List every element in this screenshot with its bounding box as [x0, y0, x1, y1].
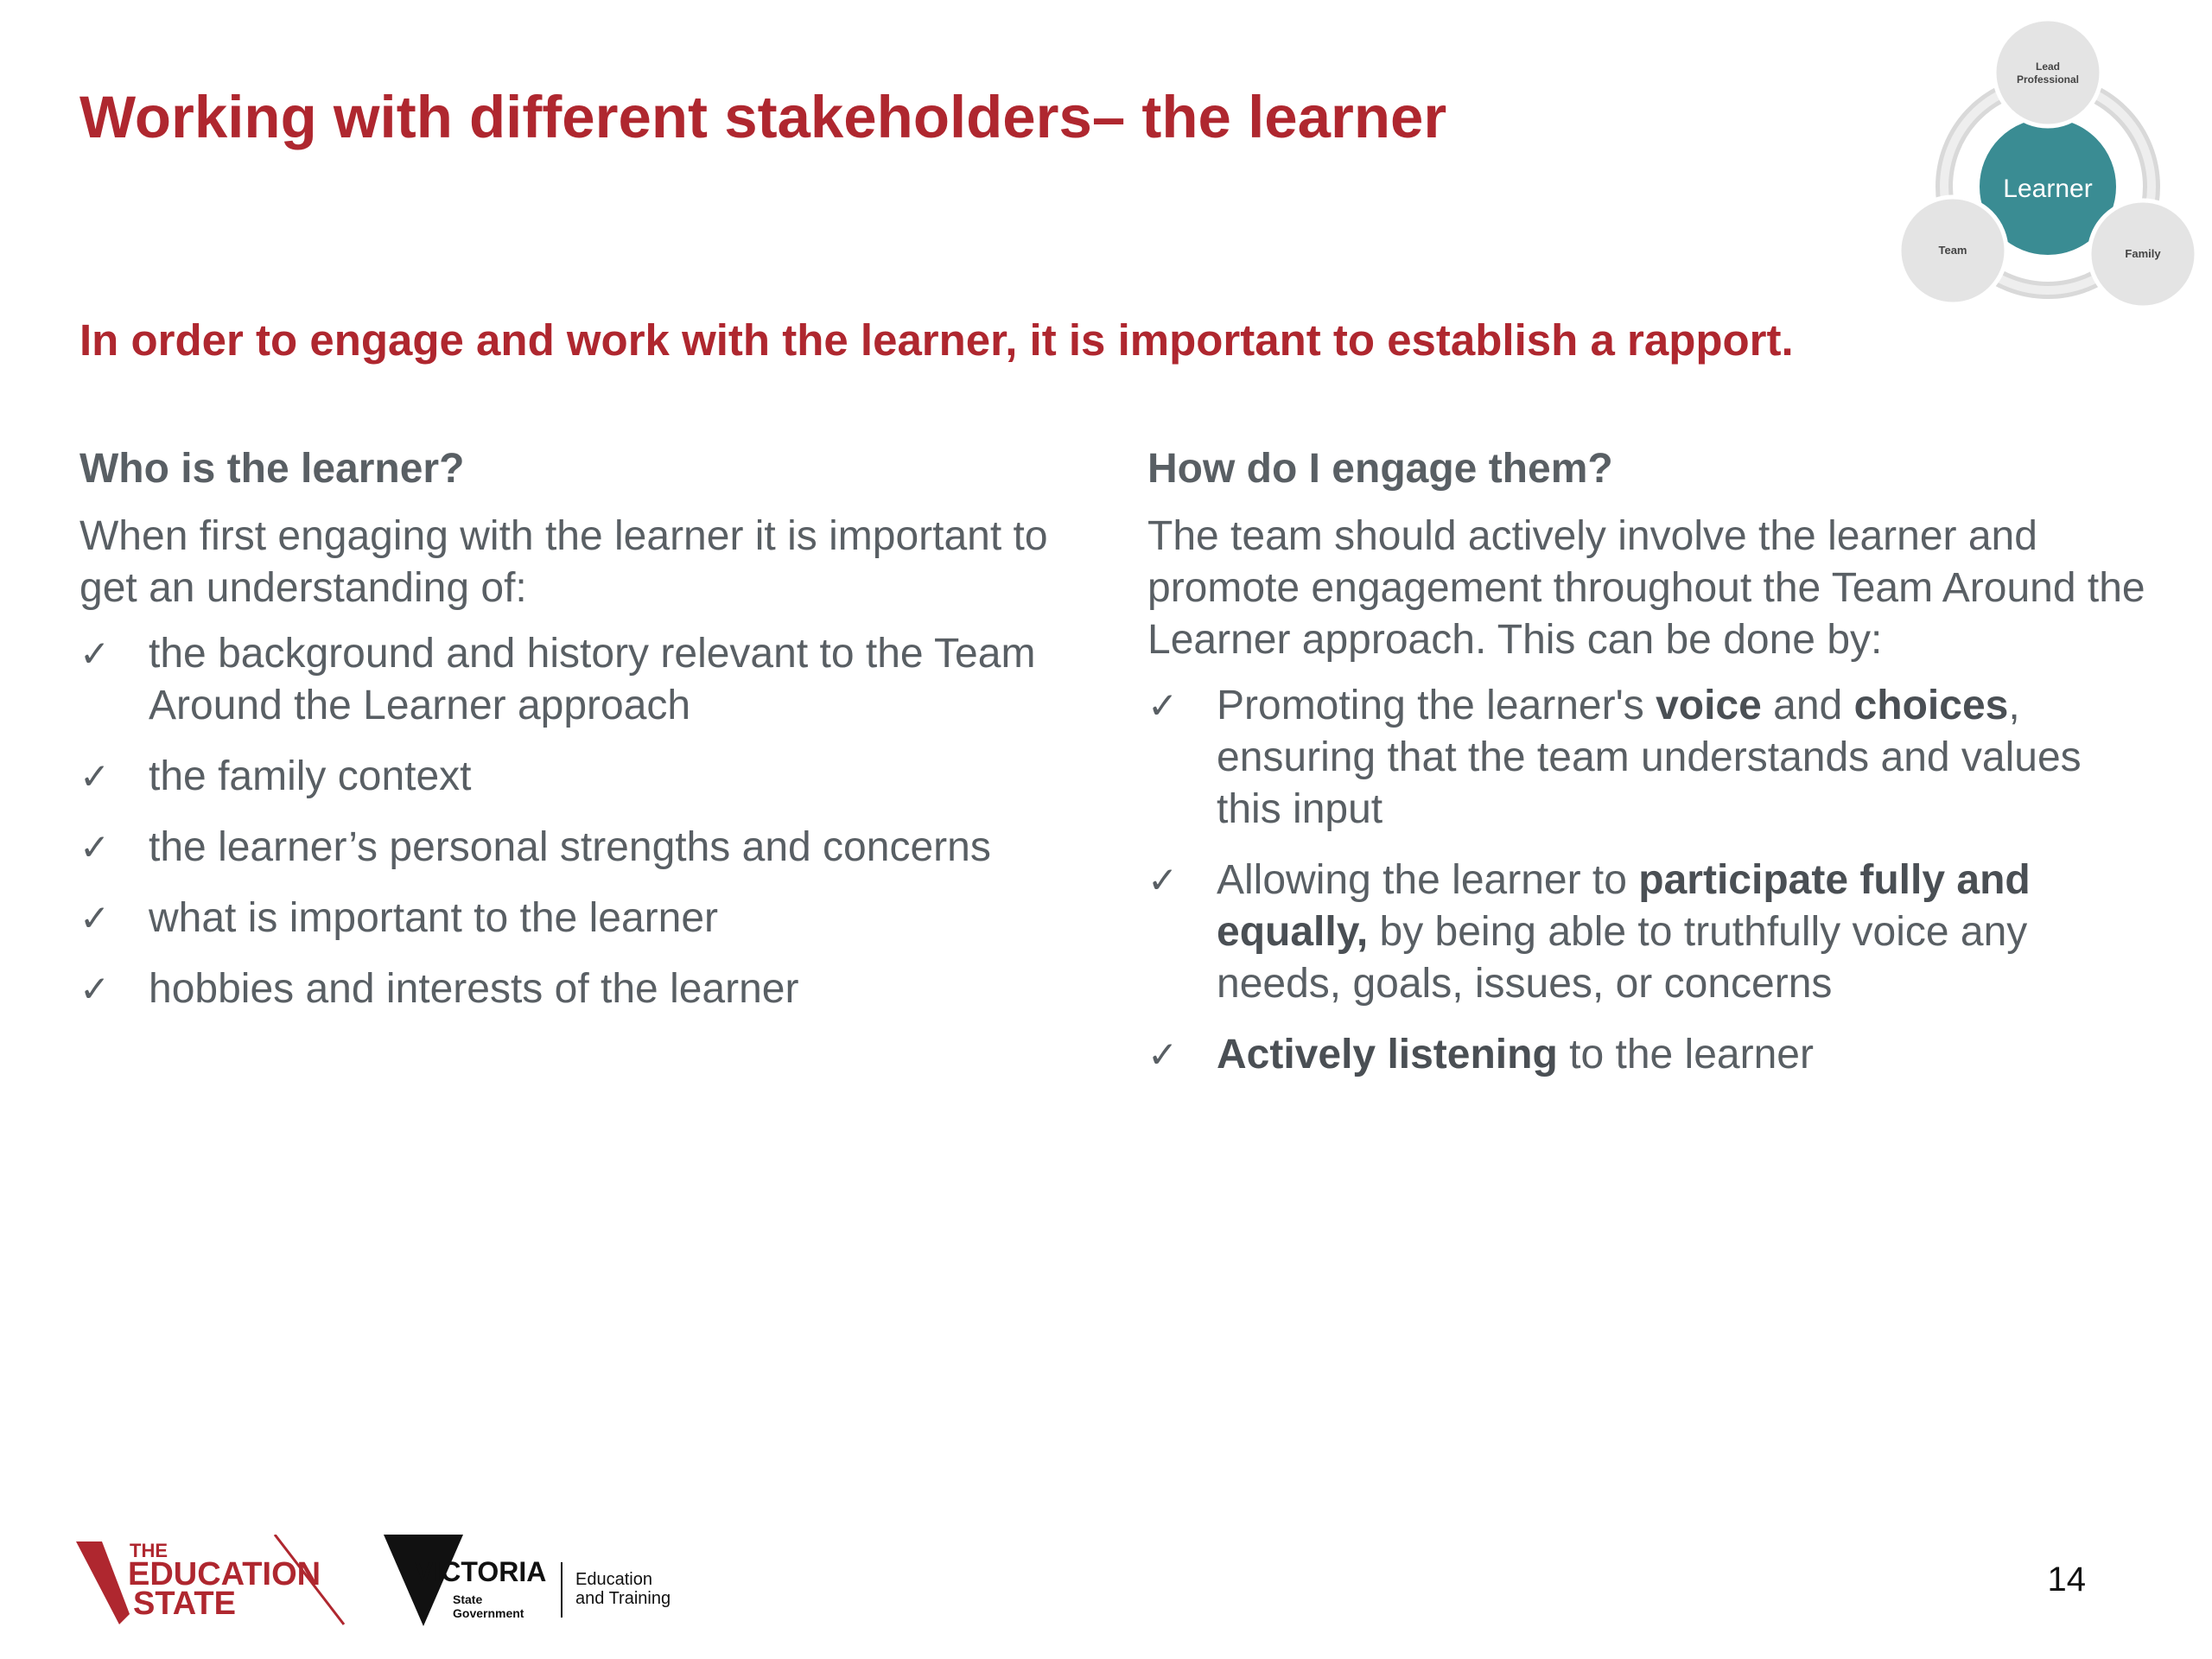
stakeholder-diagram [1892, 16, 2203, 314]
education-state-logo [76, 1535, 353, 1630]
check-icon: ✓ [1147, 684, 1179, 727]
check-icon: ✓ [1147, 1033, 1179, 1076]
list-item: ✓ the learner’s personal strengths and concerns [79, 822, 1065, 874]
diagram-center-label: Learner [2003, 175, 2093, 203]
svg-text:Education: Education [575, 1570, 652, 1589]
check-icon: ✓ [79, 632, 111, 675]
diagram-node-lead [1994, 19, 2101, 126]
list-item: ✓ what is important to the learner [79, 893, 1065, 944]
left-heading: Who is the learner? [79, 446, 465, 492]
right-list [1147, 680, 2150, 1081]
diagram-node-family-label: Family [2125, 247, 2161, 260]
diagram-node-team-label: Team [1938, 244, 1967, 257]
list-item: ✓ the family context [79, 751, 1065, 803]
victoria-government-logo [380, 1531, 691, 1630]
right-heading: How do I engage them? [1147, 446, 1613, 492]
slide-subtitle: In order to engage and work with the learner, it is important to establish a rapport. [79, 315, 1794, 365]
check-icon: ✓ [79, 755, 111, 798]
right-column [1147, 443, 2150, 1100]
svg-text:EDUCATION: EDUCATION [128, 1556, 321, 1592]
list-item: ✓ Promoting the learner's voice and choices, ensuring that the team understands and values this input [1147, 680, 2150, 836]
svg-text:and Training: and Training [575, 1589, 671, 1608]
diagram-node-lead-label-2: Professional [2016, 73, 2080, 86]
page-number: 14 [2047, 1560, 2086, 1599]
svg-text:THE: THE [130, 1540, 168, 1561]
list-item: ✓ the background and history relevant to the Team Around the Learner approach [79, 628, 1065, 732]
check-icon: ✓ [79, 968, 111, 1010]
list-item: ✓ Actively listening to the learner [1147, 1029, 2150, 1081]
right-intro: The team should actively involve the learner and promote engagement throughout the Team Around the Learner approach. This can be done by: [1147, 513, 2145, 663]
check-icon: ✓ [1147, 859, 1179, 901]
left-column [79, 443, 1065, 1034]
slide-title: Working with different stakeholders– the learner [79, 84, 1447, 150]
check-icon: ✓ [79, 897, 111, 939]
left-list [79, 628, 1065, 1015]
list-item: ✓ Allowing the learner to participate fully and equally, by being able to truthfully voice any needs, goals, issues, or concerns [1147, 855, 2150, 1010]
svg-text:STATE: STATE [133, 1586, 236, 1622]
diagram-node-lead-label-1: Lead [2035, 60, 2061, 73]
svg-text:Government: Government [453, 1606, 524, 1620]
left-intro: When first engaging with the learner it is important to get an understanding of: [79, 513, 1048, 611]
svg-text:State: State [453, 1592, 483, 1606]
list-item: ✓ hobbies and interests of the learner [79, 963, 1065, 1015]
svg-text:VICTORIA: VICTORIA [415, 1556, 547, 1587]
check-icon: ✓ [79, 826, 111, 868]
